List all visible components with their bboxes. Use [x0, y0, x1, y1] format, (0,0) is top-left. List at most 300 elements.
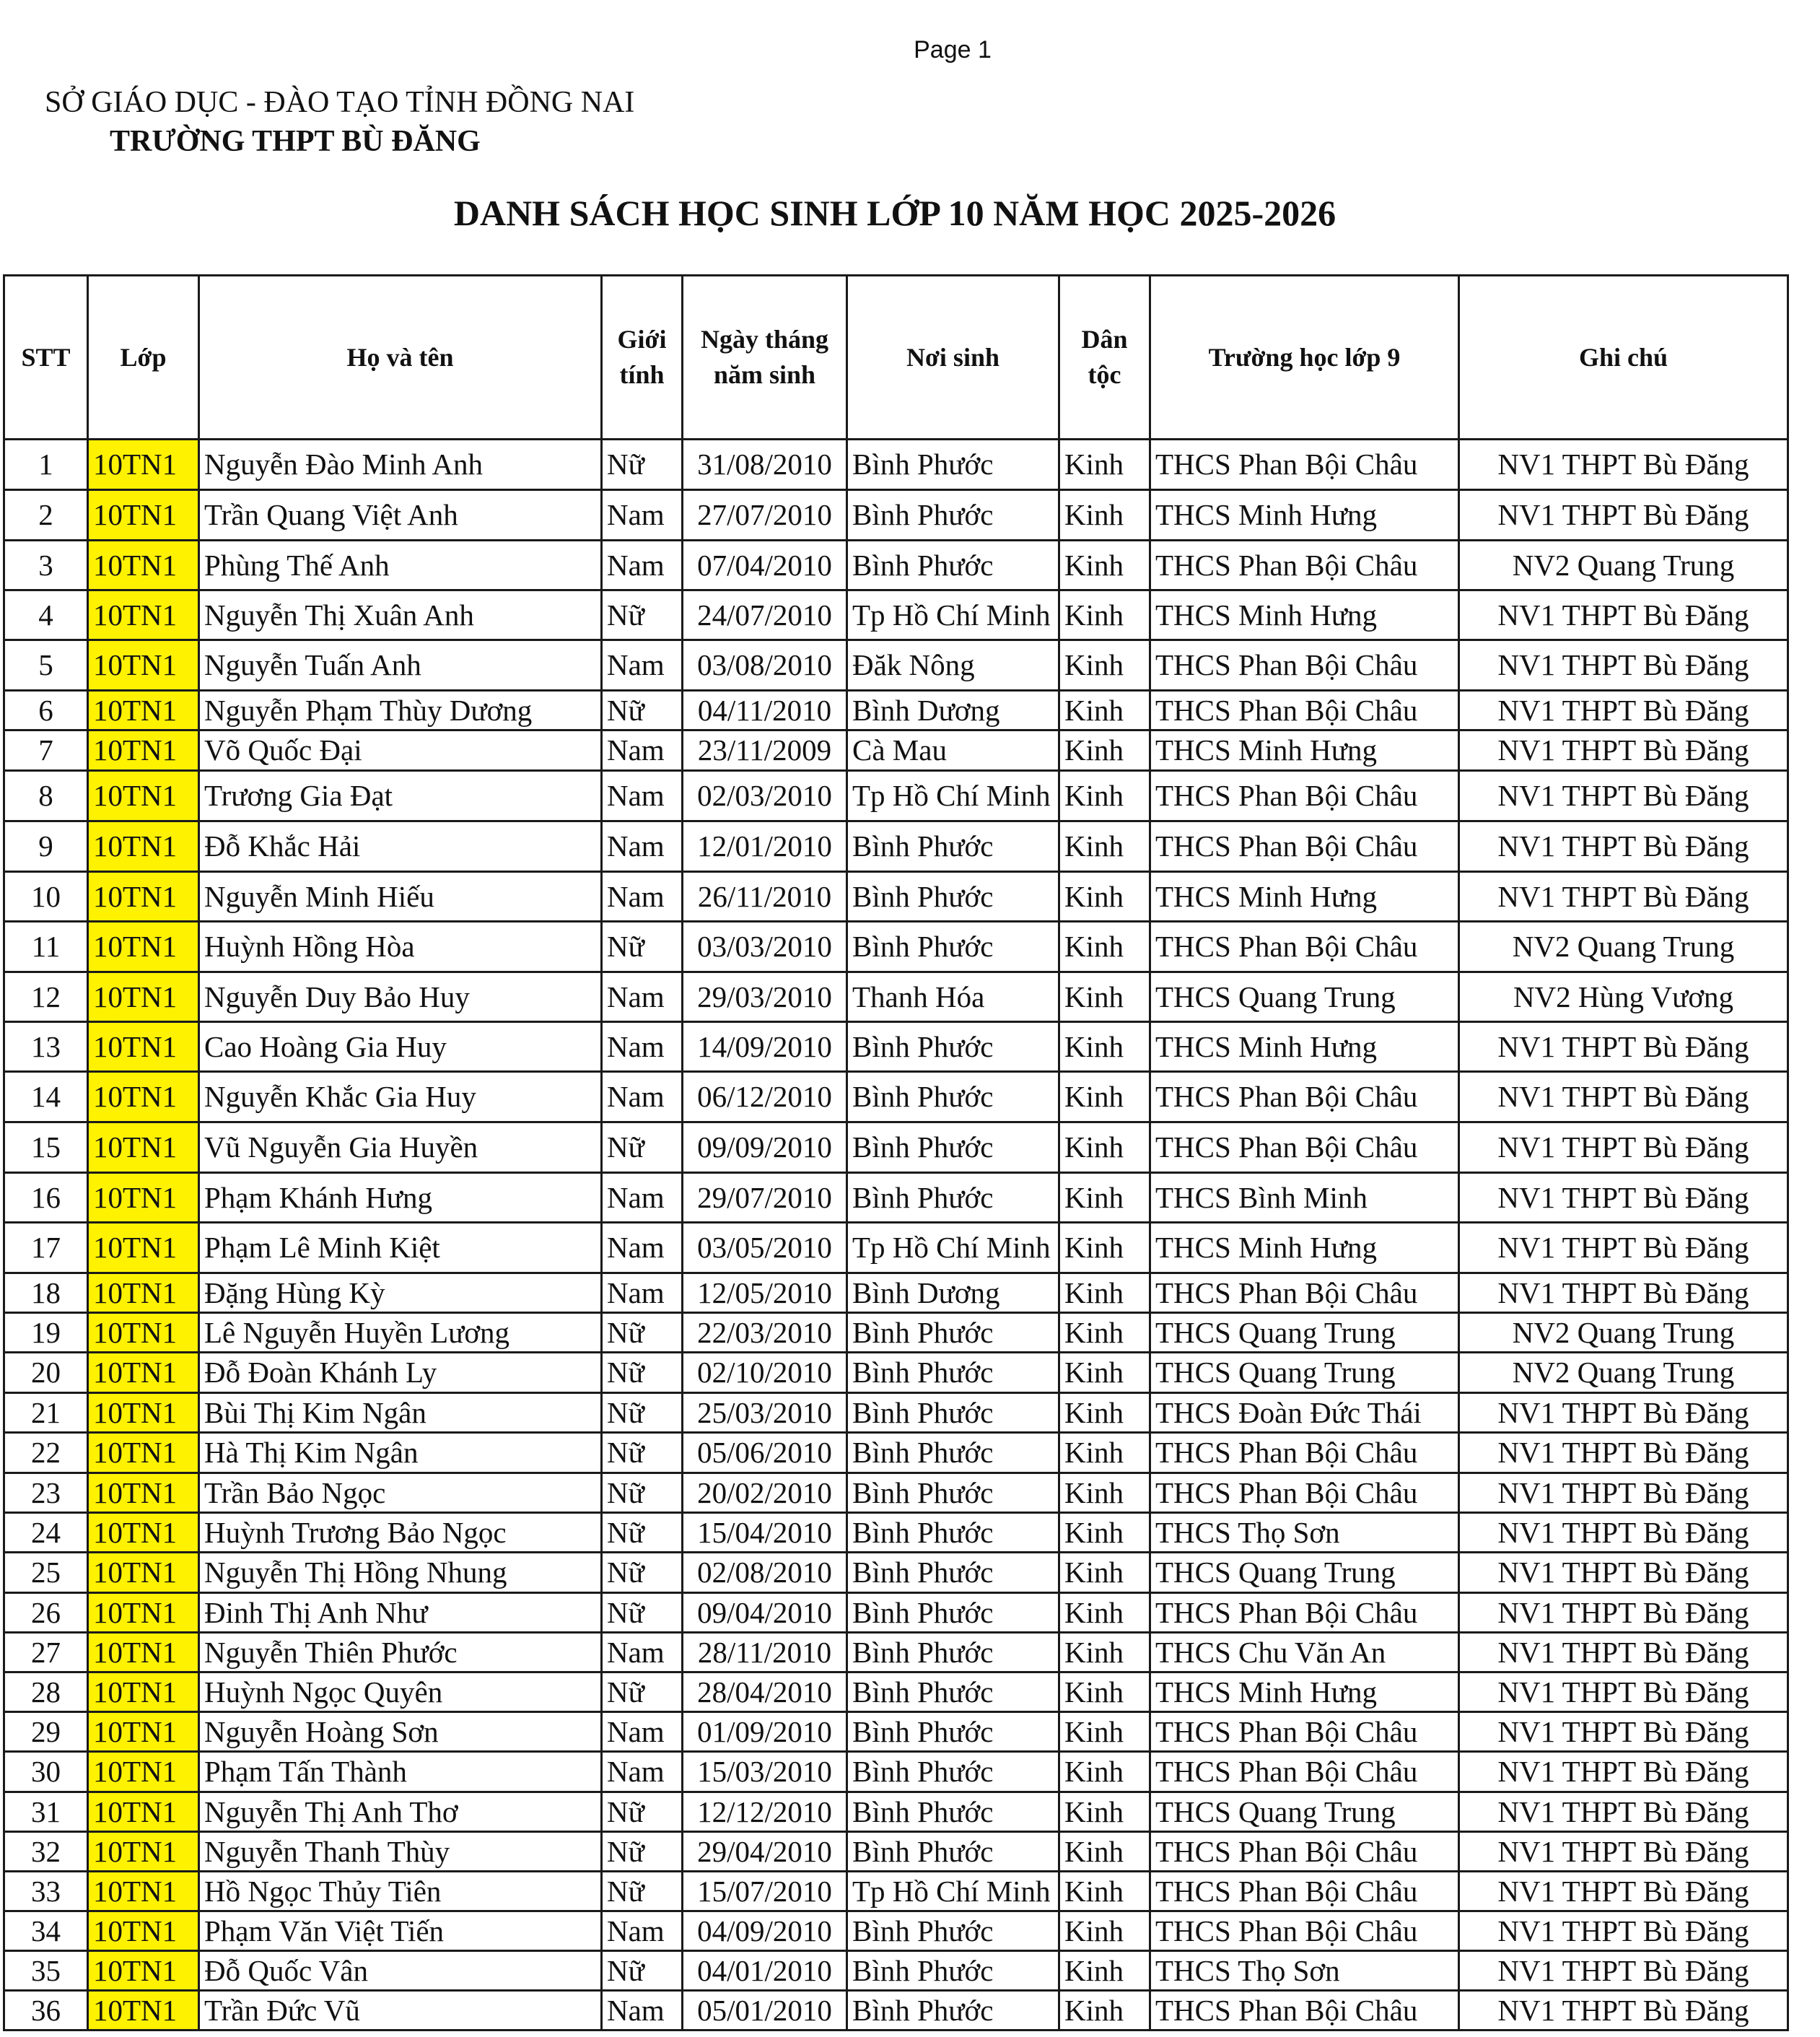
table-row — [4, 872, 1788, 922]
table-row — [4, 1313, 1788, 1353]
cell-ethnicity: Kinh — [1059, 1672, 1150, 1712]
cell-stt: 29 — [4, 1712, 88, 1752]
cell-ethnicity: Kinh — [1059, 1712, 1150, 1752]
cell-stt: 30 — [4, 1752, 88, 1792]
cell-grade9-school: THCS Phan Bội Châu — [1150, 1072, 1459, 1122]
cell-student-name: Nguyễn Duy Bảo Huy — [199, 972, 602, 1022]
cell-student-name: Đặng Hùng Kỳ — [199, 1273, 602, 1313]
cell-class: 10TN1 — [88, 1752, 199, 1792]
cell-ethnicity: Kinh — [1059, 1513, 1150, 1553]
cell-date-of-birth: 20/02/2010 — [683, 1473, 847, 1513]
cell-grade9-school: THCS Quang Trung — [1150, 1353, 1459, 1393]
cell-date-of-birth: 02/03/2010 — [683, 771, 847, 821]
cell-birthplace: Bình Dương — [847, 691, 1059, 730]
header-full-name: Họ và tên — [199, 276, 602, 440]
cell-class: 10TN1 — [88, 1872, 199, 1911]
table-row — [4, 1872, 1788, 1911]
cell-student-name: Huỳnh Hồng Hòa — [199, 922, 602, 972]
header-ethnicity: Dân tộc — [1059, 276, 1150, 440]
cell-date-of-birth: 09/04/2010 — [683, 1593, 847, 1633]
cell-ethnicity: Kinh — [1059, 1223, 1150, 1273]
header-birthplace: Nơi sinh — [847, 276, 1059, 440]
cell-ethnicity: Kinh — [1059, 1872, 1150, 1911]
cell-class: 10TN1 — [88, 440, 199, 490]
cell-birthplace: Bình Phước — [847, 440, 1059, 490]
cell-gender: Nam — [602, 1072, 683, 1122]
table-row — [4, 1951, 1788, 1991]
cell-birthplace: Tp Hồ Chí Minh — [847, 771, 1059, 821]
cell-stt: 26 — [4, 1593, 88, 1633]
cell-gender: Nam — [602, 1991, 683, 2031]
cell-stt: 7 — [4, 730, 88, 771]
cell-stt: 15 — [4, 1122, 88, 1173]
cell-stt: 22 — [4, 1433, 88, 1473]
cell-gender: Nam — [602, 1223, 683, 1273]
cell-ethnicity: Kinh — [1059, 691, 1150, 730]
cell-ethnicity: Kinh — [1059, 541, 1150, 590]
cell-date-of-birth: 28/04/2010 — [683, 1672, 847, 1712]
cell-class: 10TN1 — [88, 1022, 199, 1072]
cell-student-name: Đỗ Đoàn Khánh Ly — [199, 1353, 602, 1393]
cell-gender: Nữ — [602, 1951, 683, 1991]
cell-ethnicity: Kinh — [1059, 1991, 1150, 2031]
cell-grade9-school: THCS Quang Trung — [1150, 1313, 1459, 1353]
cell-class: 10TN1 — [88, 1273, 199, 1313]
cell-stt: 17 — [4, 1223, 88, 1273]
cell-date-of-birth: 15/04/2010 — [683, 1513, 847, 1553]
cell-class: 10TN1 — [88, 1513, 199, 1553]
table-row — [4, 1792, 1788, 1832]
cell-note: NV1 THPT Bù Đăng — [1459, 872, 1788, 922]
cell-ethnicity: Kinh — [1059, 821, 1150, 872]
cell-gender: Nam — [602, 1752, 683, 1792]
cell-birthplace: Bình Phước — [847, 1513, 1059, 1553]
cell-ethnicity: Kinh — [1059, 1752, 1150, 1792]
cell-date-of-birth: 15/07/2010 — [683, 1872, 847, 1911]
cell-grade9-school: THCS Phan Bội Châu — [1150, 691, 1459, 730]
table-row — [4, 490, 1788, 541]
cell-student-name: Đinh Thị Anh Như — [199, 1593, 602, 1633]
cell-student-name: Nguyễn Khắc Gia Huy — [199, 1072, 602, 1122]
cell-birthplace: Bình Phước — [847, 1832, 1059, 1872]
document-title: DANH SÁCH HỌC SINH LỚP 10 NĂM HỌC 2025-2026 — [453, 193, 1336, 233]
cell-note: NV1 THPT Bù Đăng — [1459, 1072, 1788, 1122]
cell-date-of-birth: 05/01/2010 — [683, 1991, 847, 2031]
cell-gender: Nữ — [602, 1313, 683, 1353]
table-row — [4, 1022, 1788, 1072]
cell-student-name: Nguyễn Thị Xuân Anh — [199, 590, 602, 640]
cell-date-of-birth: 28/11/2010 — [683, 1633, 847, 1672]
cell-gender: Nam — [602, 730, 683, 771]
cell-birthplace: Tp Hồ Chí Minh — [847, 1872, 1059, 1911]
cell-ethnicity: Kinh — [1059, 730, 1150, 771]
cell-student-name: Phạm Văn Việt Tiến — [199, 1911, 602, 1951]
cell-date-of-birth: 29/04/2010 — [683, 1832, 847, 1872]
cell-date-of-birth: 04/11/2010 — [683, 691, 847, 730]
cell-class: 10TN1 — [88, 1393, 199, 1433]
header-grade9-school: Trường học lớp 9 — [1150, 276, 1459, 440]
cell-note: NV1 THPT Bù Đăng — [1459, 1022, 1788, 1072]
cell-student-name: Vũ Nguyễn Gia Huyền — [199, 1122, 602, 1173]
cell-gender: Nữ — [602, 1792, 683, 1832]
cell-note: NV2 Hùng Vương — [1459, 972, 1788, 1022]
cell-student-name: Đỗ Quốc Vân — [199, 1951, 602, 1991]
cell-birthplace: Bình Phước — [847, 1792, 1059, 1832]
cell-gender: Nữ — [602, 1672, 683, 1712]
cell-class: 10TN1 — [88, 1991, 199, 2031]
cell-class: 10TN1 — [88, 872, 199, 922]
cell-birthplace: Bình Phước — [847, 1911, 1059, 1951]
cell-stt: 10 — [4, 872, 88, 922]
cell-stt: 14 — [4, 1072, 88, 1122]
cell-note: NV1 THPT Bù Đăng — [1459, 1223, 1788, 1273]
cell-note: NV1 THPT Bù Đăng — [1459, 1633, 1788, 1672]
cell-date-of-birth: 27/07/2010 — [683, 490, 847, 541]
cell-student-name: Huỳnh Trương Bảo Ngọc — [199, 1513, 602, 1553]
cell-birthplace: Bình Dương — [847, 1273, 1059, 1313]
cell-grade9-school: THCS Minh Hưng — [1150, 1672, 1459, 1712]
cell-note: NV1 THPT Bù Đăng — [1459, 1433, 1788, 1473]
cell-gender: Nữ — [602, 1872, 683, 1911]
cell-gender: Nữ — [602, 1393, 683, 1433]
cell-date-of-birth: 25/03/2010 — [683, 1393, 847, 1433]
cell-student-name: Nguyễn Hoàng Sơn — [199, 1712, 602, 1752]
table-row — [4, 1752, 1788, 1792]
cell-stt: 12 — [4, 972, 88, 1022]
cell-gender: Nữ — [602, 1433, 683, 1473]
cell-grade9-school: THCS Phan Bội Châu — [1150, 821, 1459, 872]
cell-class: 10TN1 — [88, 1792, 199, 1832]
cell-grade9-school: THCS Phan Bội Châu — [1150, 1273, 1459, 1313]
cell-date-of-birth: 12/01/2010 — [683, 821, 847, 872]
table-row — [4, 1122, 1788, 1173]
table-row — [4, 972, 1788, 1022]
cell-note: NV1 THPT Bù Đăng — [1459, 1513, 1788, 1553]
cell-stt: 34 — [4, 1911, 88, 1951]
cell-grade9-school: THCS Phan Bội Châu — [1150, 1712, 1459, 1752]
cell-stt: 31 — [4, 1792, 88, 1832]
cell-gender: Nữ — [602, 691, 683, 730]
cell-birthplace: Đăk Nông — [847, 640, 1059, 691]
cell-student-name: Nguyễn Minh Hiếu — [199, 872, 602, 922]
cell-class: 10TN1 — [88, 771, 199, 821]
cell-grade9-school: THCS Chu Văn An — [1150, 1633, 1459, 1672]
cell-date-of-birth: 07/04/2010 — [683, 541, 847, 590]
cell-birthplace: Bình Phước — [847, 1122, 1059, 1173]
cell-note: NV1 THPT Bù Đăng — [1459, 730, 1788, 771]
cell-date-of-birth: 02/10/2010 — [683, 1353, 847, 1393]
cell-birthplace: Bình Phước — [847, 1951, 1059, 1991]
cell-birthplace: Tp Hồ Chí Minh — [847, 590, 1059, 640]
cell-note: NV1 THPT Bù Đăng — [1459, 771, 1788, 821]
cell-ethnicity: Kinh — [1059, 1022, 1150, 1072]
cell-date-of-birth: 01/09/2010 — [683, 1712, 847, 1752]
cell-note: NV1 THPT Bù Đăng — [1459, 1122, 1788, 1173]
cell-gender: Nam — [602, 1022, 683, 1072]
cell-date-of-birth: 02/08/2010 — [683, 1553, 847, 1593]
cell-class: 10TN1 — [88, 1473, 199, 1513]
cell-gender: Nữ — [602, 1513, 683, 1553]
cell-grade9-school: THCS Phan Bội Châu — [1150, 1122, 1459, 1173]
cell-note: NV1 THPT Bù Đăng — [1459, 640, 1788, 691]
cell-date-of-birth: 15/03/2010 — [683, 1752, 847, 1792]
cell-date-of-birth: 06/12/2010 — [683, 1072, 847, 1122]
cell-date-of-birth: 03/03/2010 — [683, 922, 847, 972]
cell-class: 10TN1 — [88, 640, 199, 691]
cell-stt: 33 — [4, 1872, 88, 1911]
table-row — [4, 1832, 1788, 1872]
cell-class: 10TN1 — [88, 1553, 199, 1593]
cell-student-name: Cao Hoàng Gia Huy — [199, 1022, 602, 1072]
cell-stt: 21 — [4, 1393, 88, 1433]
cell-date-of-birth: 03/08/2010 — [683, 640, 847, 691]
cell-class: 10TN1 — [88, 1353, 199, 1393]
cell-note: NV1 THPT Bù Đăng — [1459, 1792, 1788, 1832]
cell-birthplace: Tp Hồ Chí Minh — [847, 1223, 1059, 1273]
table-row — [4, 1473, 1788, 1513]
cell-date-of-birth: 09/09/2010 — [683, 1122, 847, 1173]
cell-note: NV1 THPT Bù Đăng — [1459, 1593, 1788, 1633]
cell-note: NV1 THPT Bù Đăng — [1459, 1473, 1788, 1513]
table-row — [4, 1553, 1788, 1593]
cell-birthplace: Bình Phước — [847, 1633, 1059, 1672]
cell-note: NV1 THPT Bù Đăng — [1459, 1752, 1788, 1792]
cell-class: 10TN1 — [88, 1173, 199, 1223]
cell-birthplace: Bình Phước — [847, 821, 1059, 872]
cell-class: 10TN1 — [88, 590, 199, 640]
table-row — [4, 1393, 1788, 1433]
cell-note: NV1 THPT Bù Đăng — [1459, 821, 1788, 872]
cell-ethnicity: Kinh — [1059, 490, 1150, 541]
cell-student-name: Hồ Ngọc Thủy Tiên — [199, 1872, 602, 1911]
cell-stt: 11 — [4, 922, 88, 972]
cell-gender: Nam — [602, 872, 683, 922]
table-row — [4, 541, 1788, 590]
cell-birthplace: Cà Mau — [847, 730, 1059, 771]
cell-class: 10TN1 — [88, 1712, 199, 1752]
cell-student-name: Lê Nguyễn Huyền Lương — [199, 1313, 602, 1353]
table-row — [4, 1911, 1788, 1951]
cell-gender: Nữ — [602, 1553, 683, 1593]
cell-date-of-birth: 12/12/2010 — [683, 1792, 847, 1832]
cell-date-of-birth: 03/05/2010 — [683, 1223, 847, 1273]
cell-ethnicity: Kinh — [1059, 872, 1150, 922]
cell-gender: Nam — [602, 1173, 683, 1223]
cell-note: NV1 THPT Bù Đăng — [1459, 590, 1788, 640]
cell-student-name: Phạm Lê Minh Kiệt — [199, 1223, 602, 1273]
cell-class: 10TN1 — [88, 490, 199, 541]
cell-date-of-birth: 31/08/2010 — [683, 440, 847, 490]
cell-class: 10TN1 — [88, 972, 199, 1022]
cell-date-of-birth: 29/03/2010 — [683, 972, 847, 1022]
cell-date-of-birth: 04/09/2010 — [683, 1911, 847, 1951]
cell-date-of-birth: 05/06/2010 — [683, 1433, 847, 1473]
cell-class: 10TN1 — [88, 1313, 199, 1353]
cell-gender: Nam — [602, 490, 683, 541]
cell-class: 10TN1 — [88, 1072, 199, 1122]
cell-student-name: Phạm Tấn Thành — [199, 1752, 602, 1792]
table-row — [4, 691, 1788, 730]
cell-ethnicity: Kinh — [1059, 771, 1150, 821]
cell-class: 10TN1 — [88, 821, 199, 872]
cell-class: 10TN1 — [88, 1433, 199, 1473]
cell-grade9-school: THCS Phan Bội Châu — [1150, 1433, 1459, 1473]
cell-class: 10TN1 — [88, 1832, 199, 1872]
table-row — [4, 1633, 1788, 1672]
cell-date-of-birth: 04/01/2010 — [683, 1951, 847, 1991]
cell-gender: Nữ — [602, 1122, 683, 1173]
header-stt: STT — [4, 276, 88, 440]
cell-grade9-school: THCS Minh Hưng — [1150, 490, 1459, 541]
cell-stt: 9 — [4, 821, 88, 872]
cell-gender: Nam — [602, 771, 683, 821]
cell-note: NV1 THPT Bù Đăng — [1459, 1393, 1788, 1433]
cell-birthplace: Bình Phước — [847, 490, 1059, 541]
department-name: SỞ GIÁO DỤC - ĐÀO TẠO TỈNH ĐỒNG NAI — [45, 86, 635, 119]
cell-class: 10TN1 — [88, 1951, 199, 1991]
cell-grade9-school: THCS Phan Bội Châu — [1150, 1872, 1459, 1911]
cell-grade9-school: THCS Phan Bội Châu — [1150, 1911, 1459, 1951]
cell-note: NV1 THPT Bù Đăng — [1459, 1872, 1788, 1911]
cell-stt: 1 — [4, 440, 88, 490]
table-row — [4, 771, 1788, 821]
cell-date-of-birth: 29/07/2010 — [683, 1173, 847, 1223]
cell-student-name: Trần Đức Vũ — [199, 1991, 602, 2031]
cell-grade9-school: THCS Phan Bội Châu — [1150, 1991, 1459, 2031]
cell-note: NV1 THPT Bù Đăng — [1459, 1672, 1788, 1712]
cell-birthplace: Bình Phước — [847, 541, 1059, 590]
cell-student-name: Nguyễn Thị Hồng Nhung — [199, 1553, 602, 1593]
table-row — [4, 1072, 1788, 1122]
cell-student-name: Võ Quốc Đại — [199, 730, 602, 771]
cell-ethnicity: Kinh — [1059, 1072, 1150, 1122]
table-row — [4, 730, 1788, 771]
cell-grade9-school: THCS Quang Trung — [1150, 1792, 1459, 1832]
cell-note: NV1 THPT Bù Đăng — [1459, 440, 1788, 490]
cell-gender: Nam — [602, 1273, 683, 1313]
cell-birthplace: Bình Phước — [847, 872, 1059, 922]
cell-student-name: Bùi Thị Kim Ngân — [199, 1393, 602, 1433]
school-name: TRƯỜNG THPT BÙ ĐĂNG — [110, 125, 481, 158]
cell-grade9-school: THCS Phan Bội Châu — [1150, 541, 1459, 590]
cell-grade9-school: THCS Phan Bội Châu — [1150, 440, 1459, 490]
table-row — [4, 821, 1788, 872]
cell-birthplace: Bình Phước — [847, 922, 1059, 972]
cell-grade9-school: THCS Minh Hưng — [1150, 590, 1459, 640]
table-row — [4, 1712, 1788, 1752]
cell-grade9-school: THCS Thọ Sơn — [1150, 1513, 1459, 1553]
cell-ethnicity: Kinh — [1059, 640, 1150, 691]
cell-gender: Nam — [602, 1633, 683, 1672]
cell-student-name: Nguyễn Tuấn Anh — [199, 640, 602, 691]
cell-grade9-school: THCS Minh Hưng — [1150, 1223, 1459, 1273]
cell-stt: 20 — [4, 1353, 88, 1393]
cell-class: 10TN1 — [88, 1593, 199, 1633]
cell-ethnicity: Kinh — [1059, 1951, 1150, 1991]
cell-note: NV1 THPT Bù Đăng — [1459, 1173, 1788, 1223]
cell-stt: 27 — [4, 1633, 88, 1672]
cell-birthplace: Thanh Hóa — [847, 972, 1059, 1022]
cell-birthplace: Bình Phước — [847, 1022, 1059, 1072]
cell-note: NV2 Quang Trung — [1459, 922, 1788, 972]
cell-stt: 3 — [4, 541, 88, 590]
cell-stt: 5 — [4, 640, 88, 691]
cell-gender: Nam — [602, 1911, 683, 1951]
cell-note: NV1 THPT Bù Đăng — [1459, 1553, 1788, 1593]
cell-class: 10TN1 — [88, 1672, 199, 1712]
cell-birthplace: Bình Phước — [847, 1433, 1059, 1473]
cell-date-of-birth: 23/11/2009 — [683, 730, 847, 771]
table-row — [4, 1593, 1788, 1633]
cell-grade9-school: THCS Phan Bội Châu — [1150, 1832, 1459, 1872]
cell-birthplace: Bình Phước — [847, 1173, 1059, 1223]
cell-stt: 13 — [4, 1022, 88, 1072]
cell-stt: 4 — [4, 590, 88, 640]
cell-note: NV1 THPT Bù Đăng — [1459, 1951, 1788, 1991]
cell-ethnicity: Kinh — [1059, 922, 1150, 972]
cell-ethnicity: Kinh — [1059, 1593, 1150, 1633]
cell-birthplace: Bình Phước — [847, 1553, 1059, 1593]
cell-note: NV1 THPT Bù Đăng — [1459, 1712, 1788, 1752]
cell-ethnicity: Kinh — [1059, 590, 1150, 640]
cell-grade9-school: THCS Quang Trung — [1150, 972, 1459, 1022]
cell-stt: 24 — [4, 1513, 88, 1553]
cell-grade9-school: THCS Bình Minh — [1150, 1173, 1459, 1223]
cell-class: 10TN1 — [88, 691, 199, 730]
cell-date-of-birth: 12/05/2010 — [683, 1273, 847, 1313]
cell-ethnicity: Kinh — [1059, 1911, 1150, 1951]
cell-stt: 28 — [4, 1672, 88, 1712]
cell-grade9-school: THCS Phan Bội Châu — [1150, 1473, 1459, 1513]
cell-class: 10TN1 — [88, 730, 199, 771]
table-row — [4, 440, 1788, 490]
table-row — [4, 1433, 1788, 1473]
cell-note: NV1 THPT Bù Đăng — [1459, 490, 1788, 541]
cell-ethnicity: Kinh — [1059, 1173, 1150, 1223]
cell-stt: 32 — [4, 1832, 88, 1872]
header-note: Ghi chú — [1459, 276, 1788, 440]
cell-ethnicity: Kinh — [1059, 1393, 1150, 1433]
cell-ethnicity: Kinh — [1059, 972, 1150, 1022]
cell-grade9-school: THCS Quang Trung — [1150, 1553, 1459, 1593]
header-date-of-birth: Ngày tháng năm sinh — [683, 276, 847, 440]
table-row — [4, 1273, 1788, 1313]
cell-gender: Nam — [602, 640, 683, 691]
cell-gender: Nam — [602, 972, 683, 1022]
cell-student-name: Nguyễn Phạm Thùy Dương — [199, 691, 602, 730]
cell-student-name: Phạm Khánh Hưng — [199, 1173, 602, 1223]
cell-grade9-school: THCS Phan Bội Châu — [1150, 1593, 1459, 1633]
cell-ethnicity: Kinh — [1059, 1313, 1150, 1353]
table-row — [4, 1223, 1788, 1273]
cell-note: NV2 Quang Trung — [1459, 1313, 1788, 1353]
cell-ethnicity: Kinh — [1059, 1353, 1150, 1393]
cell-date-of-birth: 26/11/2010 — [683, 872, 847, 922]
table-row — [4, 922, 1788, 972]
cell-stt: 6 — [4, 691, 88, 730]
cell-stt: 35 — [4, 1951, 88, 1991]
student-roster-table — [3, 274, 1789, 2031]
cell-student-name: Huỳnh Ngọc Quyên — [199, 1672, 602, 1712]
cell-student-name: Hà Thị Kim Ngân — [199, 1433, 602, 1473]
cell-class: 10TN1 — [88, 1122, 199, 1173]
cell-note: NV1 THPT Bù Đăng — [1459, 1273, 1788, 1313]
cell-grade9-school: THCS Phan Bội Châu — [1150, 640, 1459, 691]
cell-stt: 16 — [4, 1173, 88, 1223]
cell-student-name: Phùng Thế Anh — [199, 541, 602, 590]
cell-grade9-school: THCS Thọ Sơn — [1150, 1951, 1459, 1991]
cell-ethnicity: Kinh — [1059, 1832, 1150, 1872]
